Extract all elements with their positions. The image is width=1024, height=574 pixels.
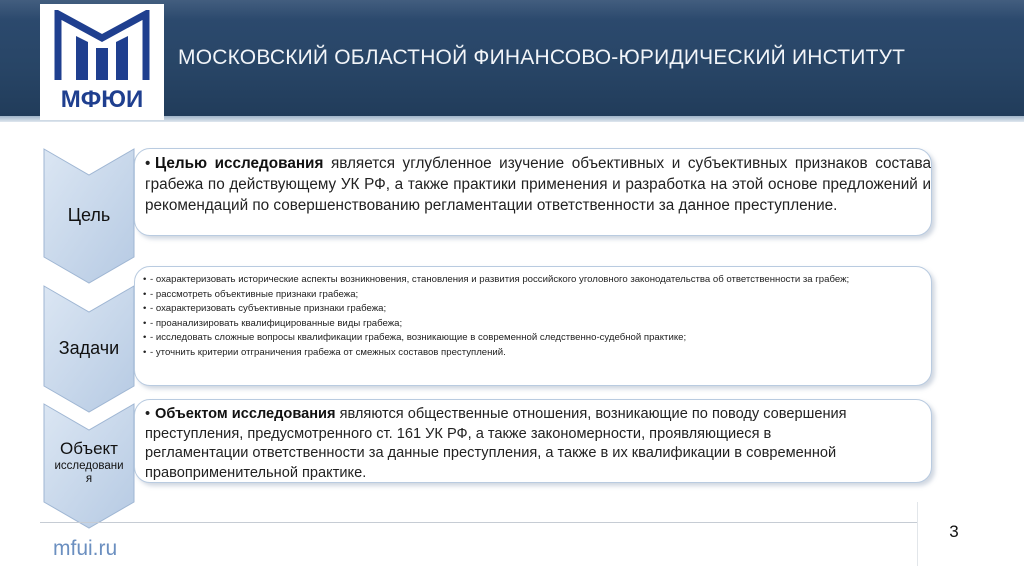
list-item: • - охарактеризовать субъективные признаки грабежа;: [143, 303, 387, 315]
list-item: • - уточнить критерии отграничения грабежа от смежных составов преступлений.: [143, 346, 506, 358]
object-box: [134, 399, 932, 483]
object-body: являются общественные отношения, возникающие по поводу совершения преступления, предусмотренного ст. 161 УК РФ, а также закономерности, проявляющиеся в регламентации ответственности за данные преступления, а также в их квалификации в современной правоприменительной практике.: [145, 406, 847, 481]
object-text: [145, 405, 865, 483]
chevron-object: [40, 402, 138, 530]
list-item: • - рассмотреть объективные признаки грабежа;: [143, 288, 359, 300]
bullet: •: [145, 406, 151, 422]
list-item: • - проанализировать квалифицированные виды грабежа;: [143, 317, 403, 329]
chevron-label-object: Объект: [60, 439, 118, 458]
building-logo-icon: [54, 10, 150, 84]
logo-text: МФЮИ: [60, 86, 144, 113]
footer-divider: [40, 522, 918, 523]
tasks-list: [143, 273, 923, 361]
chevron-label-object-2: исследовани: [54, 460, 124, 472]
goal-box: [134, 148, 932, 236]
header-band: [0, 0, 1024, 122]
footer-url-link[interactable]: mfui.ru: [53, 537, 118, 560]
object-bold: Объектом исследования: [155, 406, 336, 422]
institute-title: МОСКОВСКИЙ ОБЛАСТНОЙ ФИНАНСОВО-ЮРИДИЧЕСКИЙ ИНСТИТУТ: [178, 46, 906, 69]
page-number-box: [918, 502, 990, 566]
page-number: 3: [949, 522, 959, 541]
chevron-tasks: [40, 284, 138, 414]
goal-bold: Целью исследования: [155, 155, 324, 172]
goal-body: является углубленное изучение объективных и субъективных признаков состава грабежа по действующему УК РФ, а также практики применения и разработка на этой основе предложений и рекомендаций по совершенствованию регламентации ответственности за данное преступление.: [145, 155, 931, 214]
list-item: • - охарактеризовать исторические аспекты возникновения, становления и развития российского уголовного законодательства об ответственности за грабеж;: [143, 274, 850, 285]
chevron-label-object-3: я: [85, 473, 93, 485]
list-item: • - исследовать сложные вопросы квалификации грабежа, возникающие в современной следственно-судебной практике;: [143, 332, 687, 344]
institute-logo[interactable]: [40, 4, 164, 120]
goal-text: [145, 153, 931, 216]
chevron-label-tasks: Задачи: [58, 338, 120, 358]
chevron-label-goal: Цель: [67, 205, 111, 225]
bullet: •: [145, 155, 151, 172]
tasks-box: [134, 266, 932, 386]
chevron-goal: [40, 147, 138, 285]
